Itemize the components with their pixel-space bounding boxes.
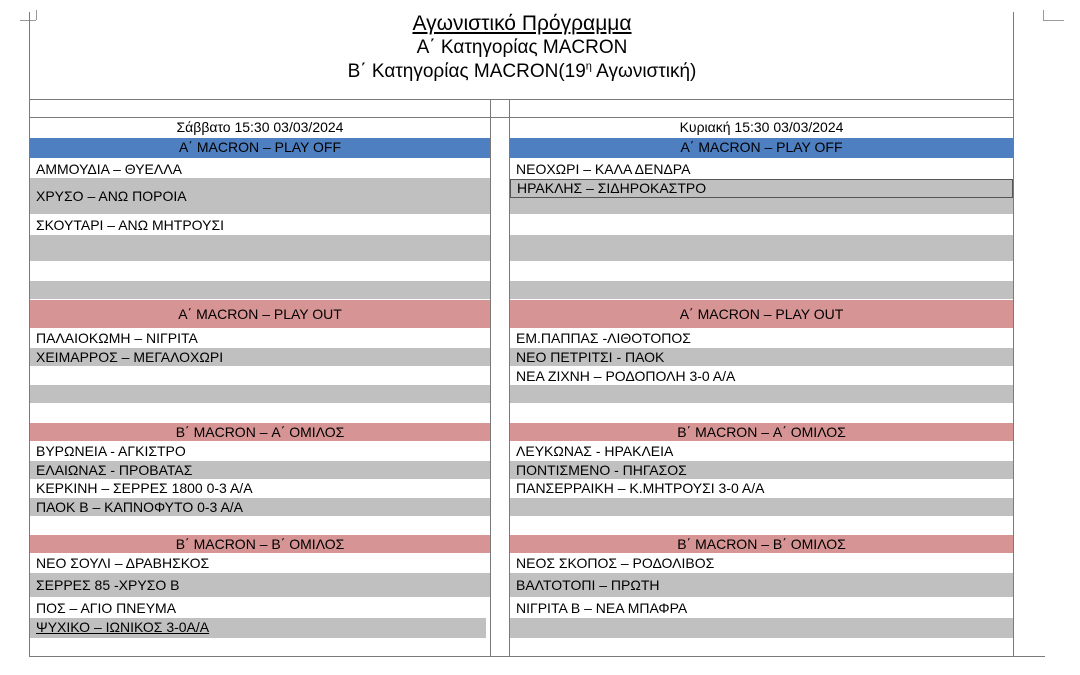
crop-mark-top-right bbox=[1043, 10, 1064, 21]
saturday-playoff-header: Α΄ MACRON – PLAY OFF bbox=[30, 138, 490, 158]
subtitle-b-main: Β΄ Κατηγορίας MACRON(19 bbox=[347, 61, 586, 82]
saturday-playoff-match: ΣΚΟΥΤΑΡΙ – ΑΝΩ ΜΗΤΡΟΥΣΙ bbox=[36, 217, 224, 233]
sunday-playoff-header: Α΄ MACRON – PLAY OFF bbox=[510, 138, 1013, 158]
sunday-group-b-match bbox=[510, 618, 1013, 638]
saturday-playout-match: ΧΕΙΜΑΡΡΟΣ – ΜΕΓΑΛΟΧΩΡΙ bbox=[30, 348, 490, 366]
subtitle-b-end: Αγωνιστική) bbox=[591, 61, 697, 82]
saturday-playout-match bbox=[30, 385, 490, 403]
saturday-playout-match bbox=[30, 404, 490, 422]
sunday-group-a-match bbox=[510, 498, 1013, 516]
saturday-playoff-match bbox=[30, 235, 490, 261]
saturday-group-a-header: Β΄ MACRON – Α΄ ΟΜΙΛΟΣ bbox=[30, 423, 490, 441]
sunday-group-a-match bbox=[510, 517, 1013, 535]
saturday-playout-header: Α΄ MACRON – PLAY OUT bbox=[30, 300, 490, 328]
sunday-group-a-header: Β΄ MACRON – Α΄ ΟΜΙΛΟΣ bbox=[510, 423, 1013, 441]
table-border-right bbox=[1013, 12, 1014, 657]
sunday-day-header: Κυριακή 15:30 03/03/2024 bbox=[679, 119, 844, 135]
gap-border-left bbox=[490, 100, 491, 656]
saturday-group-b-match bbox=[30, 639, 490, 657]
saturday-group-b-header: Β΄ MACRON – Β΄ ΟΜΙΛΟΣ bbox=[30, 535, 490, 553]
sunday-group-a-match: ΠΑΝΣΕΡΡΑΙΚΗ – Κ.ΜΗΤΡΟΥΣΙ 3-0 Α/Α bbox=[516, 480, 765, 496]
saturday-group-b-match-text: ΨΥΧΙΚΟ – ΙΩΝΙΚΟΣ 3-0Α/Α bbox=[36, 619, 210, 635]
saturday-playoff-match: ΑΜΜΟΥΔΙΑ – ΘΥΕΛΛΑ bbox=[36, 161, 182, 177]
saturday-group-b-match: ΠΟΣ – ΑΓΙΟ ΠΝΕΥΜΑ bbox=[36, 600, 177, 616]
title-separator bbox=[30, 99, 1014, 100]
sunday-playoff-match bbox=[510, 235, 1013, 261]
sunday-playout-header: Α΄ MACRON – PLAY OUT bbox=[510, 300, 1013, 328]
sunday-group-a-match: ΛΕΥΚΩΝΑΣ - ΗΡΑΚΛΕΙΑ bbox=[516, 443, 674, 459]
sunday-group-b-match: ΝΕΟΣ ΣΚΟΠΟΣ – ΡΟΔΟΛΙΒΟΣ bbox=[516, 555, 715, 571]
sunday-playout-match bbox=[510, 385, 1013, 403]
saturday-group-b-match bbox=[30, 618, 486, 638]
saturday-group-a-match bbox=[30, 517, 490, 535]
saturday-group-a-match: ΚΕΡΚΙΝΗ – ΣΕΡΡΕΣ 1800 0-3 Α/Α bbox=[36, 480, 253, 496]
sunday-group-b-header: Β΄ MACRON – Β΄ ΟΜΙΛΟΣ bbox=[510, 535, 1013, 553]
saturday-group-a-match: ΒΥΡΩΝΕΙΑ - ΑΓΚΙΣΤΡΟ bbox=[36, 443, 186, 459]
sunday-group-b-match: ΝΙΓΡΙΤΑ Β – ΝΕΑ ΜΠΑΦΡΑ bbox=[516, 600, 688, 616]
sunday-playout-match: ΝΕΟ ΠΕΤΡΙΤΣΙ - ΠΑΟΚ bbox=[510, 348, 1013, 366]
sunday-group-a-match: ΠΟΝΤΙΣΜΕΝΟ - ΠΗΓΑΣΟΣ bbox=[510, 461, 1013, 479]
saturday-playout-match bbox=[30, 367, 490, 385]
sunday-playoff-match bbox=[510, 216, 1013, 234]
saturday-group-b-match: ΝΕΟ ΣΟΥΛΙ – ΔΡΑΒΗΣΚΟΣ bbox=[36, 555, 210, 571]
document-subtitle-a: Α΄ Κατηγορίας MACRON bbox=[416, 37, 628, 58]
sunday-playoff-match bbox=[510, 281, 1013, 299]
sunday-playoff-match: ΝΕΟΧΩΡΙ – ΚΑΛΑ ΔΕΝΔΡΑ bbox=[516, 161, 691, 177]
saturday-day-header: Σάββατο 15:30 03/03/2024 bbox=[176, 119, 344, 135]
sunday-playoff-match bbox=[510, 198, 1013, 214]
document-subtitle-b bbox=[30, 61, 1014, 83]
sunday-playout-match: ΕΜ.ΠΑΠΠΑΣ -ΛΙΘΟΤΟΠΟΣ bbox=[516, 330, 691, 346]
saturday-group-a-match: ΕΛΑΙΩΝΑΣ - ΠΡΟΒΑΤΑΣ bbox=[30, 461, 490, 479]
saturday-playoff-match bbox=[30, 262, 490, 280]
sunday-playout-match: ΝΕΑ ΖΙΧΝΗ – ΡΟΔΟΠΟΛΗ 3-0 Α/Α bbox=[516, 368, 736, 384]
sunday-playoff-match: ΗΡΑΚΛΗΣ – ΣΙΔΗΡΟΚΑΣΤΡΟ bbox=[510, 179, 1013, 198]
saturday-playoff-match: ΧΡΥΣΟ – ΑΝΩ ΠΟΡΟΙΑ bbox=[30, 178, 490, 214]
sunday-playout-match bbox=[510, 404, 1013, 422]
sunday-group-b-match: ΒΑΛΤΟΤΟΠΙ – ΠΡΩΤΗ bbox=[510, 573, 1013, 597]
saturday-playout-match: ΠΑΛΑΙΟΚΩΜΗ – ΝΙΓΡΙΤΑ bbox=[36, 330, 198, 346]
saturday-playoff-match bbox=[30, 281, 490, 299]
sunday-group-b-match bbox=[510, 639, 1013, 657]
subtitle-b-superscript: η bbox=[585, 60, 592, 73]
saturday-group-b-match: ΣΕΡΡΕΣ 85 -ΧΡΥΣΟ Β bbox=[30, 573, 490, 597]
saturday-group-a-match: ΠΑΟΚ Β – ΚΑΠΝΟΦΥΤΟ 0-3 Α/Α bbox=[30, 498, 490, 516]
document-title: Αγωνιστικό Πρόγραμμα bbox=[412, 12, 632, 35]
